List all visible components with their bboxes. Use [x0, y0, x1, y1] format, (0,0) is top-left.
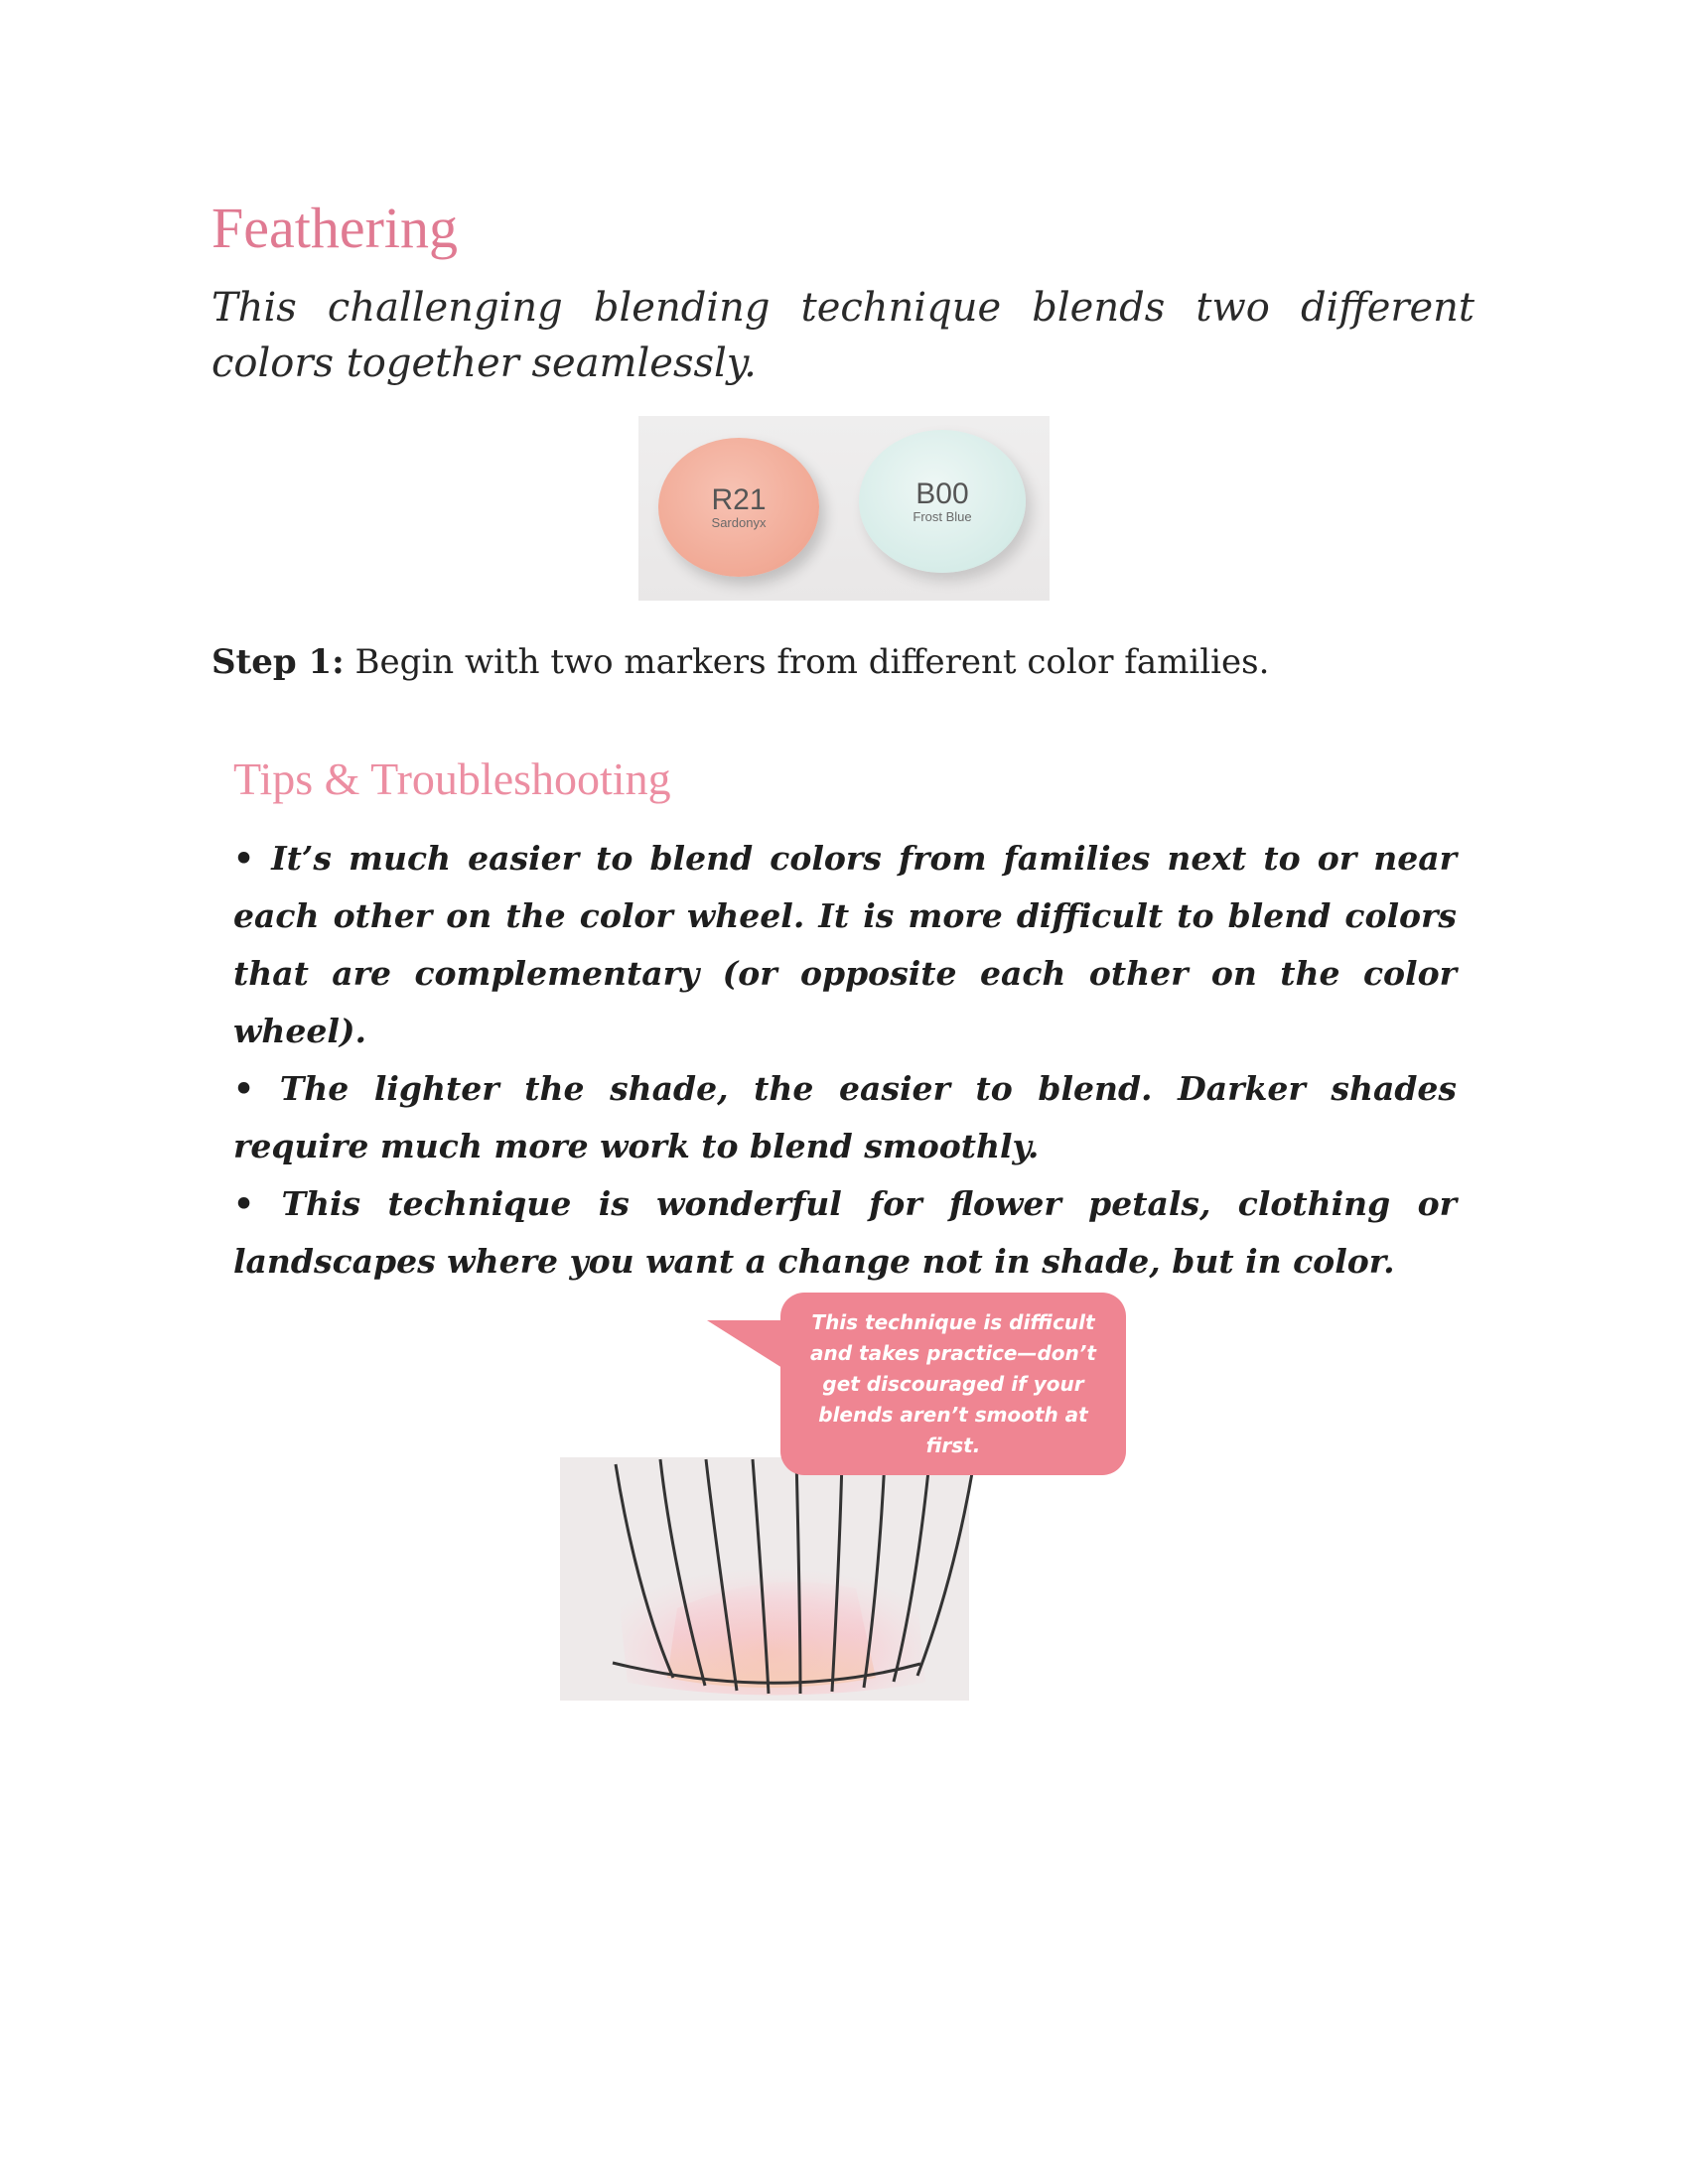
step-1-text: Begin with two markers from different color families. [354, 642, 1270, 682]
marker-cap-red [658, 438, 819, 577]
tips-heading: Tips & Troubleshooting [233, 753, 671, 804]
step-1 [211, 639, 1269, 685]
marker-name-blue: Frost Blue [913, 509, 972, 524]
marker-caps-image [638, 416, 1050, 601]
tip-item: • It’s much easier to blend colors from families next to or near each other on the color wheel. It is more difficult to blend colors that are complementary (or opposite each other on the color wheel). [233, 830, 1457, 1060]
speech-bubble [780, 1293, 1126, 1475]
tip-item: • This technique is wonderful for flower petals, clothing or landscapes where you want a change not in shade, but in color. [233, 1175, 1457, 1291]
step-1-label: Step 1: [211, 642, 345, 682]
page-title: Feathering [211, 196, 459, 260]
feathering-illustration [558, 1291, 1132, 1707]
marker-name-red: Sardonyx [711, 515, 767, 530]
marker-code-red: R21 [711, 483, 767, 516]
marker-code-blue: B00 [915, 478, 969, 510]
intro-text: This challenging blending technique blends two different colors together seamlessly. [211, 285, 1475, 386]
tip-item: • The lighter the shade, the easier to blend. Darker shades require much more work to blend smoothly. [233, 1060, 1457, 1175]
marker-cap-blue [859, 430, 1026, 573]
tips-list [233, 830, 1457, 1291]
speech-bubble-text: This technique is difficult and takes practice—don’t get discouraged if your blends aren’t smooth at first. [810, 1309, 1096, 1457]
